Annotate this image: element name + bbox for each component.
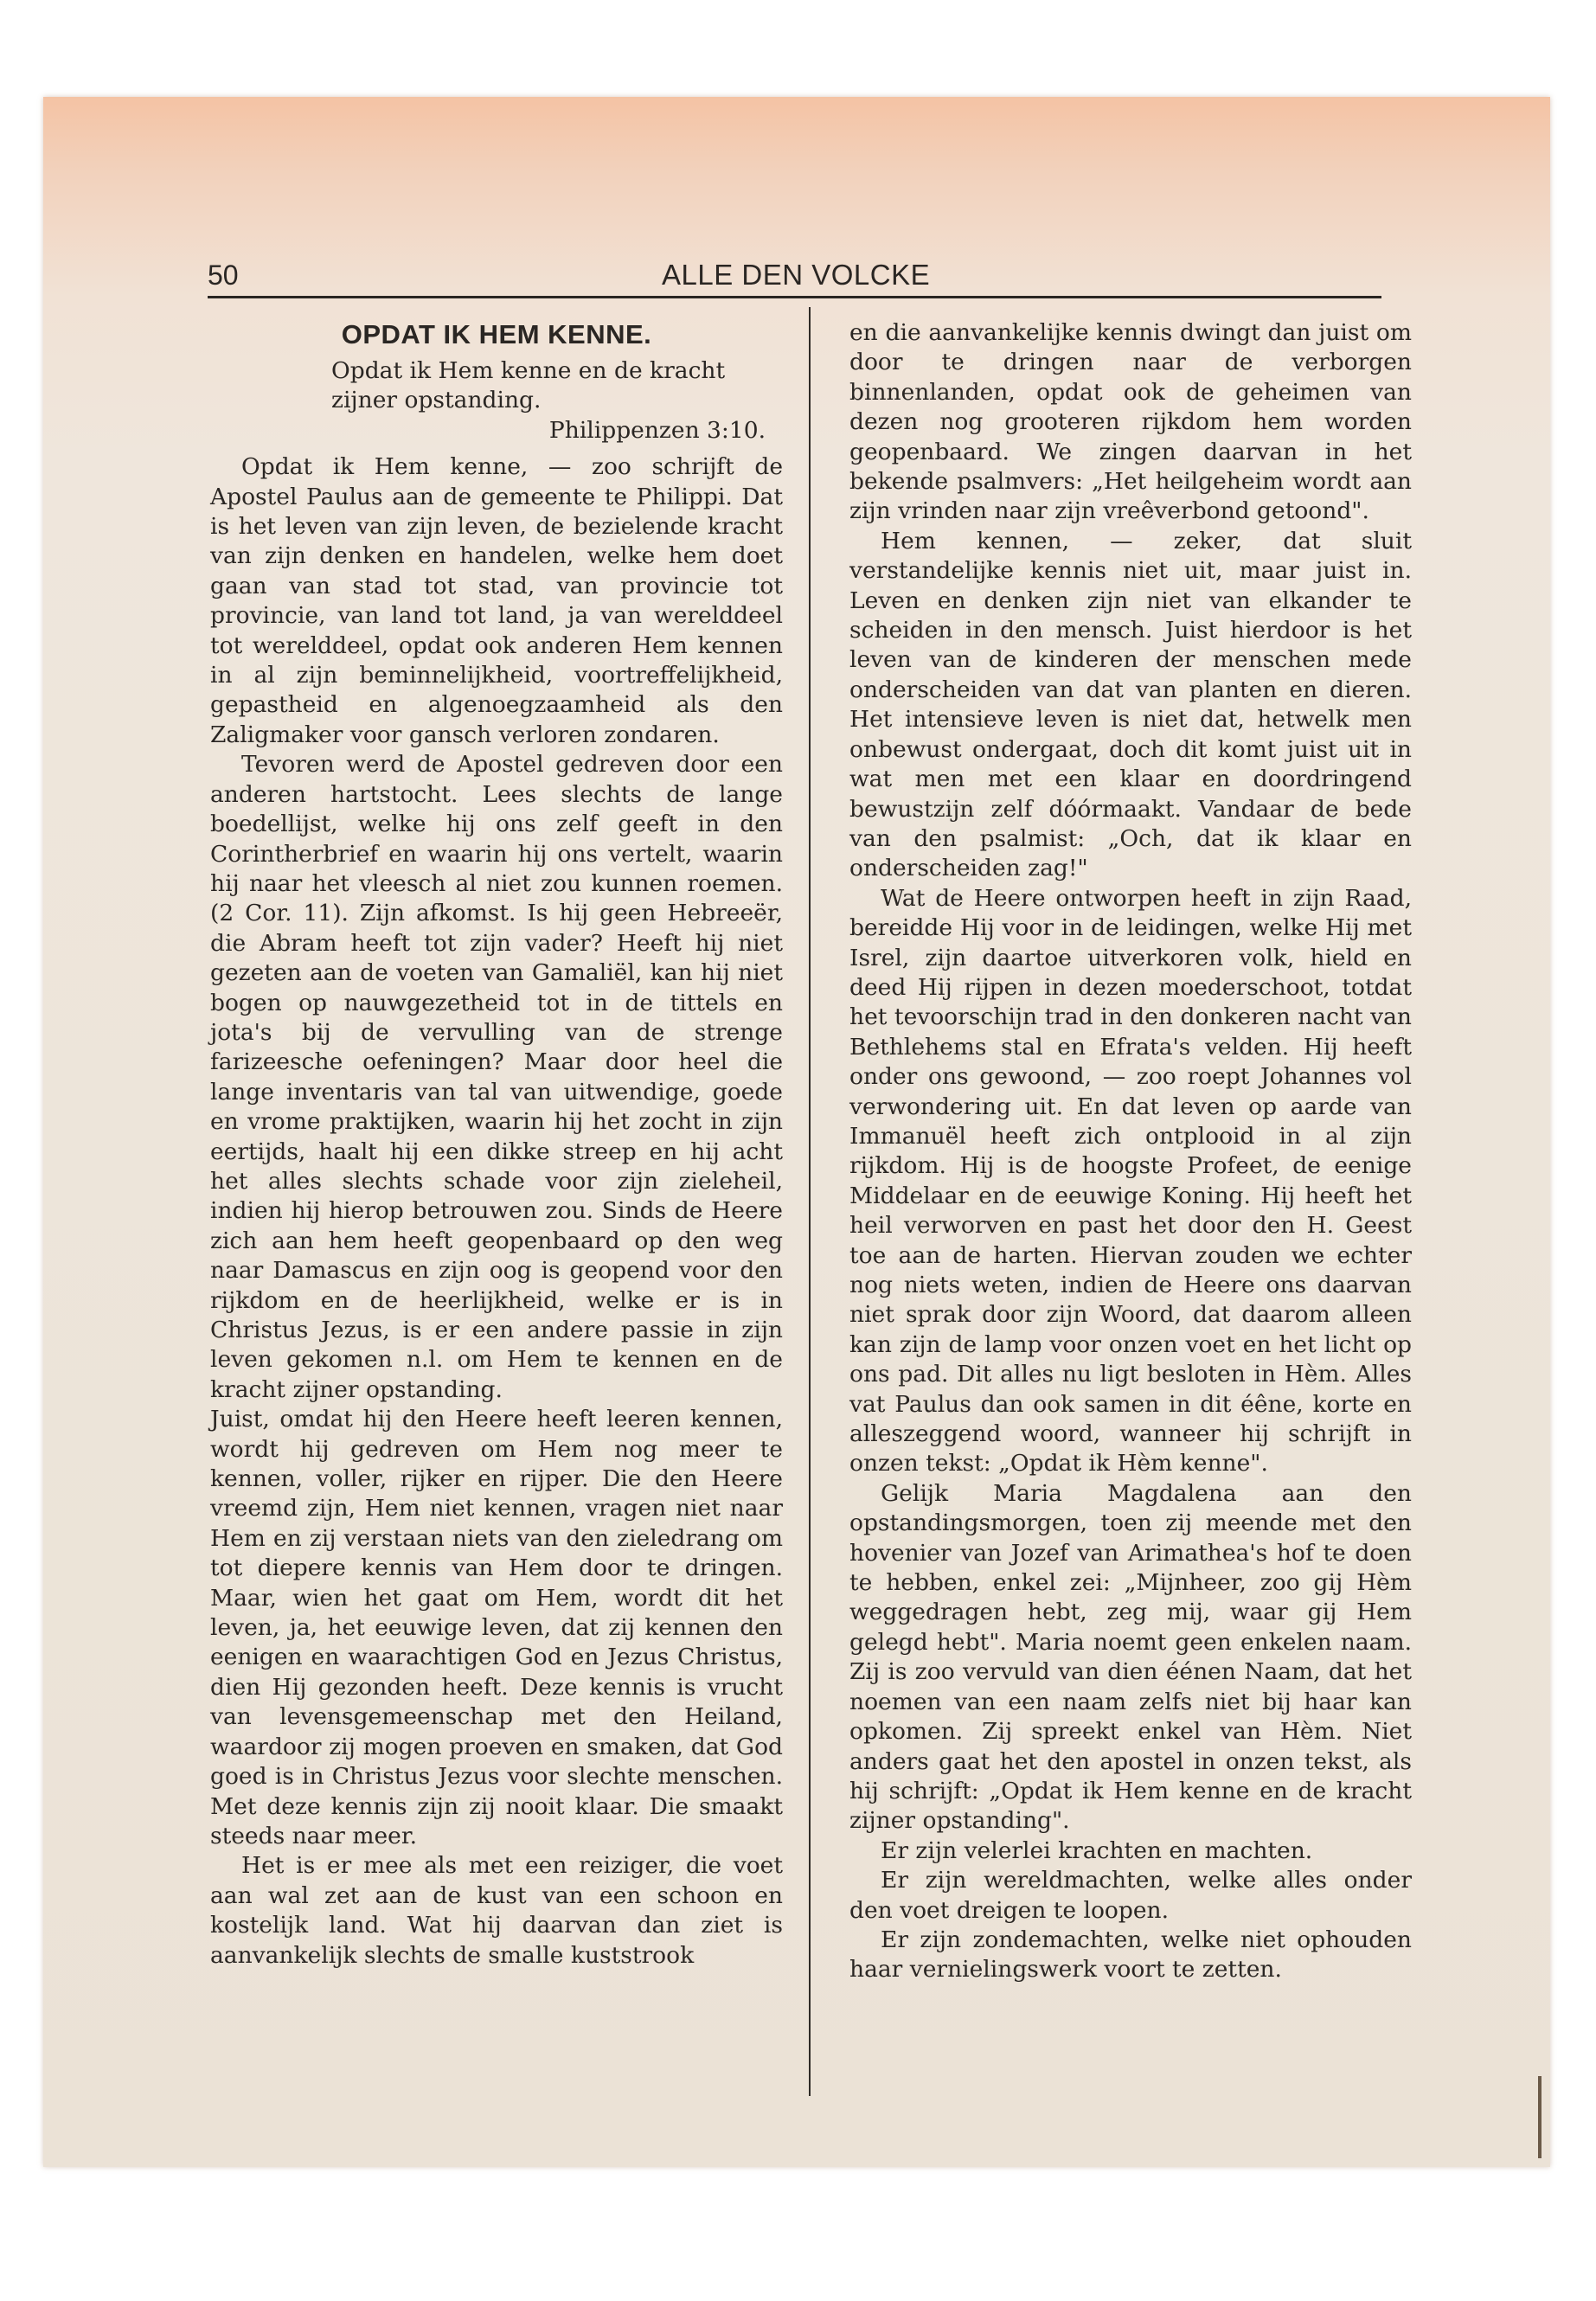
paragraph: Het is er mee als met een reiziger, die voet aan wal zet aan de kust van een schoon en kostelijk land. Wat hij daarvan dan ziet is aanvankelijk slechts de smalle kuststrook [210,1852,783,1969]
page-edge [1538,2076,1542,2158]
running-title: ALLE DEN VOLCKE [662,259,931,291]
page-header [208,258,1381,298]
motto-reference: Philippenzen 3:10. [548,416,766,444]
paragraph: Opdat ik Hem kenne, — zoo schrijft de Apostel Paulus aan de gemeente te Philippi. Dat is het leven van zijn leven, de bezielende kracht van zijn denken en handelen, welke hem doet gaan van stad tot stad, van provincie tot provincie, van land tot land, ja van werelddeel tot werelddeel, opdat ook anderen Hem kennen in al zijn beminnelijkheid, voortreffelijkheid, gepastheid en algenoegzaamheid als den Zaligmaker voor gansch verloren zondaren. [210,453,783,748]
paragraph: Tevoren werd de Apostel gedreven door een anderen hartstocht. Lees slechts de lange boedellijst, welke hij ons zelf geeft in den Corintherbrief en waarin hij ons vertelt, waarin hij naar het vleesch al niet zou kunnen roemen. (2 Cor. 11). Zijn afkomst. Is hij geen Hebreeër, die Abram heeft tot zijn vader? Heeft hij niet gezeten aan de voeten van Gamaliël, kan hij niet bogen op nauwgezetheid tot in de tittels en jota's bij de vervulling van de strenge farizeesche oefeningen? Maar door heel die lange inventaris van tal van uitwendige, goede en vrome praktijken, waarin hij het zocht in zijn eertijds, haalt hij een dikke streep en hij acht het alles slechts schade voor zijn zieleheil, indien hij hierop betrouwen zou. Sinds de Heere zich aan hem heeft geopenbaard op den weg naar Damascus en zijn oog is geopend voor den rijkdom en de heerlijkheid, welke er is in Christus Jezus, is er een andere passie in zijn leven gekomen n.l. om Hem te kennen en de kracht zijner opstanding. [210,751,783,1403]
paragraph: Er zijn wereldmachten, welke alles onder den voet dreigen te loopen. [849,1867,1412,1924]
paragraph: Juist, omdat hij den Heere heeft leeren kennen, wordt hij gedreven om Hem nog meer te kennen, voller, rijker en rijper. Die den Heere vreemd zijn, Hem niet kennen, vragen niet naar Hem en zij verstaan niets van den zieledrang om tot diepere kennis van Hem door te dringen. Maar, wien het gaat om Hem, wordt dit het leven, ja, het eeuwige leven, dat zij kennen den eenigen en waarachtigen God en Jezus Christus, dien Hij gezonden heeft. Deze kennis is vrucht van levensgemeenschap met den Heiland, waardoor zij mogen proeven en smaken, dat God goed is in Christus Jezus voor slechte menschen. Met deze kennis zijn zij nooit klaar. Die smaakt steeds naar meer. [210,1406,783,1849]
paragraph: Wat de Heere ontworpen heeft in zijn Raad, bereidde Hij voor in de leidingen, welke Hij met Isrel, zijn daartoe uitverkoren volk, hield en deed Hij rijpen in dezen moederschoot, totdat het tevoorschijn trad in den donkeren nacht van Bethlehems stal en Efrata's velden. Hij heeft onder ons gewoond, — zoo roept Johannes vol verwondering uit. En dat leven op aarde van Immanuël heeft zich ontplooid in al zijn rijkdom. Hij is de hoogste Profeet, de eenige Middelaar en de eeuwige Koning. Hij heeft het heil verworven en past het door den H. Geest toe aan de harten. Hiervan zouden we echter nog niets weten, indien de Heere ons daarvan niet sprak door zijn Woord, dat daarom alleen kan zijn de lamp voor onzen voet en het licht op ons pad. Dit alles nu ligt besloten in Hèm. Alles vat Paulus dan ook samen in dit éêne, korte en alleszeggend woord, wanneer hij schrijft in onzen tekst: „Opdat ik Hèm kenne". [849,884,1412,1477]
article-title: OPDAT IK HEM KENNE. [341,319,652,349]
motto-text: Opdat ik Hem kenne en de kracht zijner opstanding. [331,357,726,414]
paragraph: Hem kennen, — zeker, dat sluit verstandelijke kennis niet uit, maar juist in. Leven en denken zijn niet van elkander te scheiden in den mensch. Juist hierdoor is het leven van de kinderen der menschen mede onderscheiden van dat van planten en dieren. Het intensieve leven is niet dat, hetwelk men onbewust ondergaat, doch dit komt juist uit in wat men met een klaar en doordringend bewustzijn zelf dóórmaakt. Vandaar de bede van den psalmist: „Och, dat ik klaar en onderscheiden zag!" [849,527,1412,882]
right-column [849,318,1412,1985]
paragraph: Er zijn velerlei krachten en machten. [881,1836,1313,1864]
left-column [210,318,783,1971]
column-divider [809,307,811,2096]
paragraph: Gelijk Maria Magdalena aan den opstandingsmorgen, toen zij meende met den hovenier van Jozef van Arimathea's hof te doen te hebben, enkel zei: „Mijnheer, zoo gij Hèm weggedragen hebt, zeg mij, waar gij Hem gelegd hebt". Maria noemt geen enkelen naam. Zij is zoo vervuld van dien éénen Naam, dat het noemen van een naam zelfs niet bij haar kan opkomen. Zij spreekt enkel van Hèm. Niet anders gaat het den apostel in onzen tekst, als hij schrijft: „Opdat ik Hem kenne en de kracht zijner opstanding". [849,1479,1412,1835]
paragraph: en die aanvankelijke kennis dwingt dan juist om door te dringen naar de verborgen binnenlanden, opdat ook de geheimen van dezen nog grooteren rijkdom hem worden geopenbaard. We zingen daarvan in het bekende psalmvers: „Het heilgeheim wordt aan zijn vrinden naar zijn vreêverbond getoond". [849,319,1412,525]
paragraph: Er zijn zondemachten, welke niet ophouden haar vernielingswerk voort te zetten. [849,1926,1412,1984]
page-number: 50 [208,260,239,291]
